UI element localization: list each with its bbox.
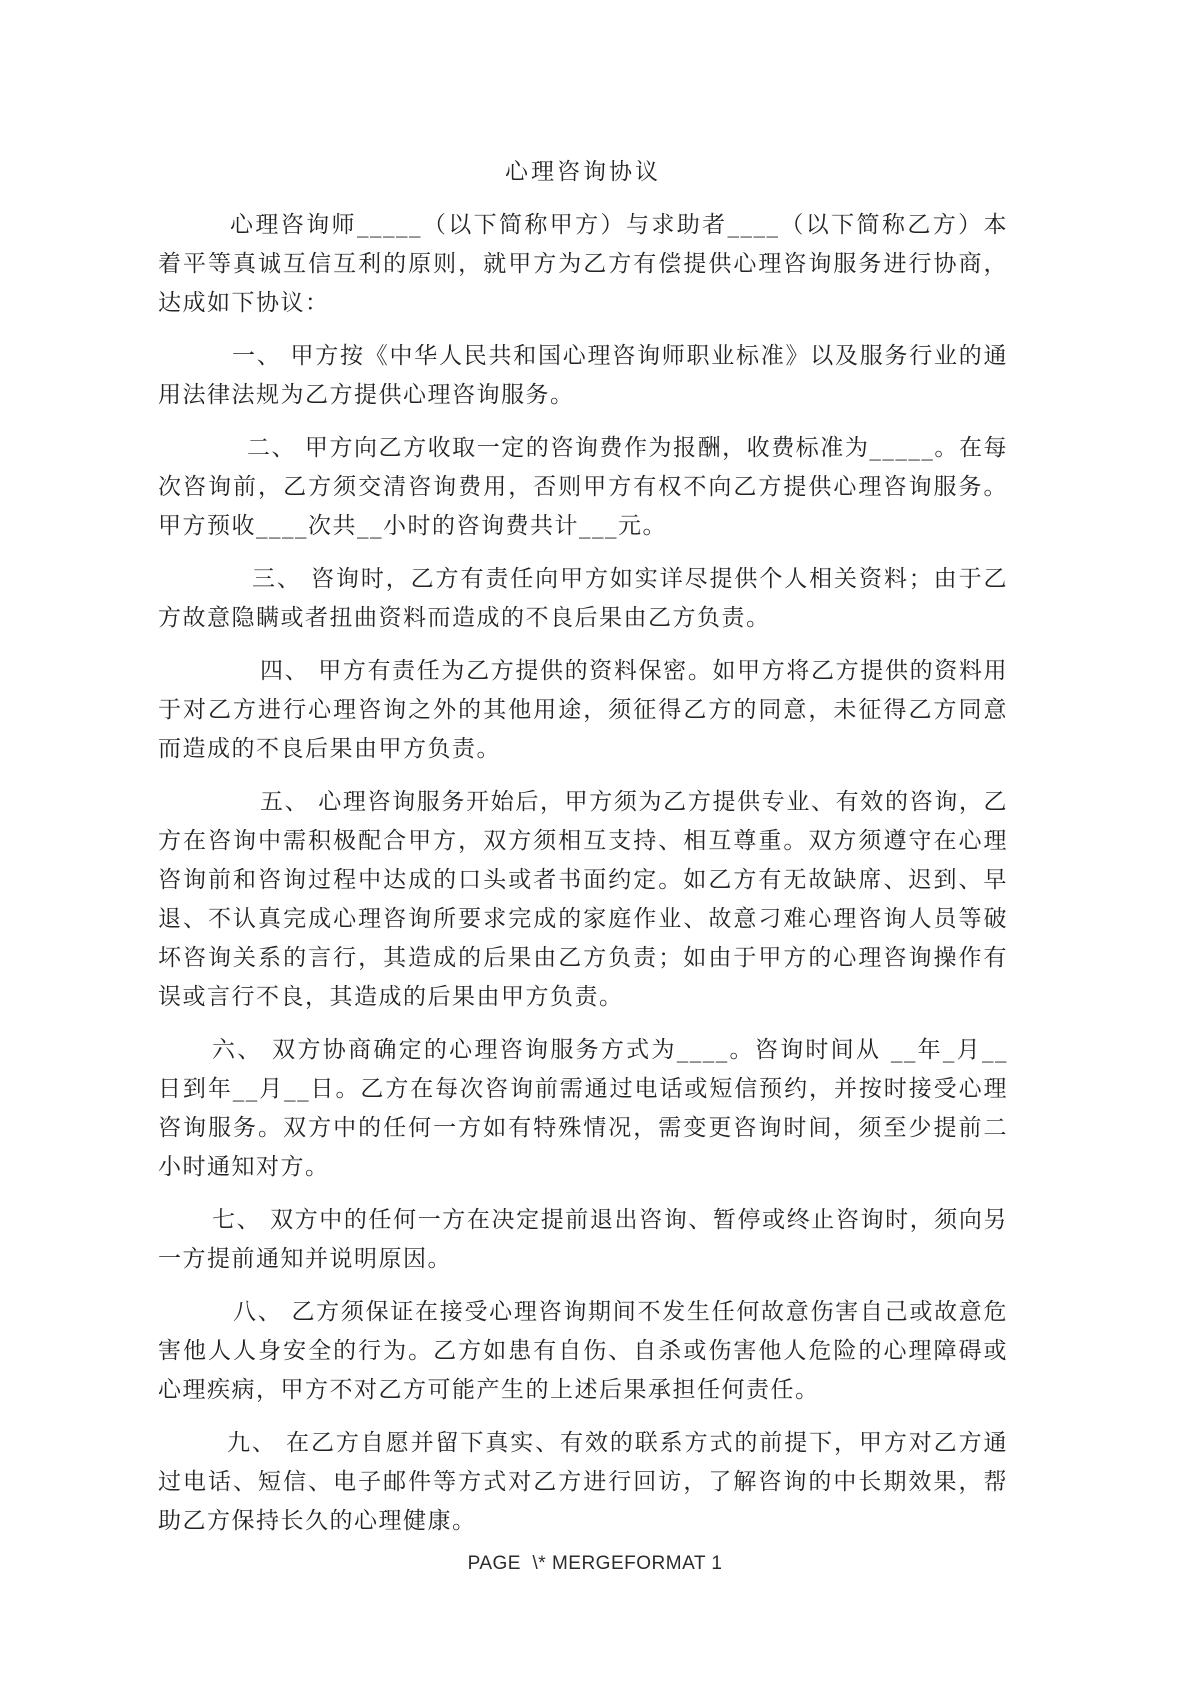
- paragraph-8: 七、 双方中的任何一方在决定提前退出咨询、暂停或终止咨询时，须向另一方提前通知并说明原因。: [158, 1207, 1008, 1272]
- paragraph-6: 五、 心理咨询服务开始后，甲方须为乙方提供专业、有效的咨询，乙方在咨询中需积极配合甲方，双方须相互支持、相互尊重。双方须遵守在心理咨询前和咨询过程中达成的口头或者书面约定。如乙方有无故缺席、迟到、早退、不认真完成心理咨询所要求完成的家庭作业、故意刁难心理咨询人员等破坏咨询关系的言行，其造成的后果由乙方负责；如由于甲方的心理咨询操作有误或言行不良，其造成的后果由甲方负责。: [158, 789, 1008, 1010]
- paragraph-3: 二、 甲方向乙方收取一定的咨询费作为报酬，收费标准为_____。在每次咨询前，乙方须交清咨询费用，否则甲方有权不向乙方提供心理咨询服务。甲方预收____次共__小时的咨询费共计___元。: [158, 435, 1008, 539]
- document-body: [158, 206, 1008, 1541]
- paragraph-2: 一、 甲方按《中华人民共和国心理咨询师职业标准》以及服务行业的通用法律法规为乙方提供心理咨询服务。: [158, 343, 1008, 408]
- paragraph-10: 九、 在乙方自愿并留下真实、有效的联系方式的前提下，甲方对乙方通过电话、短信、电子邮件等方式对乙方进行回访，了解咨询的中长期效果，帮助乙方保持长久的心理健康。: [158, 1430, 1008, 1534]
- paragraph-9: 八、 乙方须保证在接受心理咨询期间不发生任何故意伤害自己或故意危害他人人身安全的行为。乙方如患有自伤、自杀或伤害他人危险的心理障碍或心理疾病，甲方不对乙方可能产生的上述后果承担任何责任。: [158, 1299, 1008, 1403]
- document-title: 心理咨询协议: [505, 159, 661, 185]
- paragraph-1: 心理咨询师_____（以下简称甲方）与求助者____（以下简称乙方）本着平等真诚互信互利的原则，就甲方为乙方有偿提供心理咨询服务进行协商，达成如下协议：: [158, 212, 1008, 316]
- paragraph-4: 三、 咨询时，乙方有责任向甲方如实详尽提供个人相关资料；由于乙方故意隐瞒或者扭曲资料而造成的不良后果由乙方负责。: [158, 566, 1008, 631]
- page-number-field: PAGE \* MERGEFORMAT 1: [467, 1553, 723, 1574]
- paragraph-7: 六、 双方协商确定的心理咨询服务方式为____。咨询时间从 __年_月__日到年__月__日。乙方在每次咨询前需通过电话或短信预约，并按时接受心理咨询服务。双方中的任何一方如有特殊情况，需变更咨询时间，须至少提前二小时通知对方。: [158, 1037, 1008, 1180]
- paragraph-5: 四、 甲方有责任为乙方提供的资料保密。如甲方将乙方提供的资料用于对乙方进行心理咨询之外的其他用途，须征得乙方的同意，未征得乙方同意而造成的不良后果由甲方负责。: [158, 658, 1008, 762]
